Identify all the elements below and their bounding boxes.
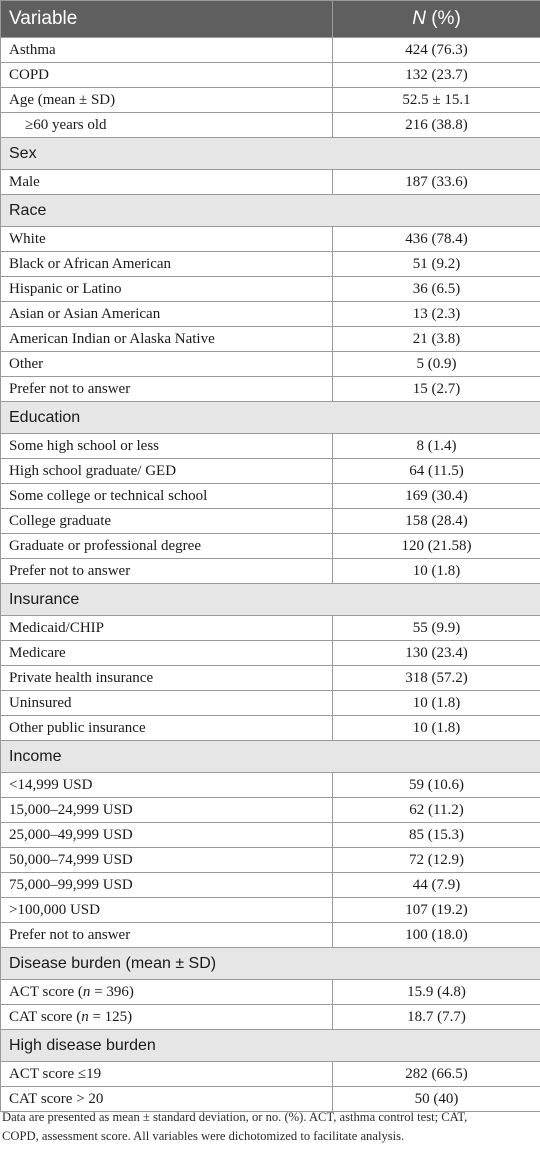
footnote-line-1: Data are presented as mean ± standard deviation, or no. (%). ACT, asthma control test; CAT, (2, 1110, 468, 1124)
table-row (1, 38, 540, 63)
section-header-row (1, 402, 540, 434)
row-value: 64 (11.5) (333, 459, 540, 484)
section-label: Insurance (1, 584, 540, 616)
table-row (1, 327, 540, 352)
table-row (1, 434, 540, 459)
table-row (1, 63, 540, 88)
table-row (1, 641, 540, 666)
row-label: Black or African American (1, 252, 333, 277)
section-header-row (1, 584, 540, 616)
row-value: 5 (0.9) (333, 352, 540, 377)
row-label: <14,999 USD (1, 773, 333, 798)
row-value: 436 (78.4) (333, 227, 540, 252)
table-footnote (0, 1108, 540, 1146)
row-value: 44 (7.9) (333, 873, 540, 898)
section-header-row (1, 195, 540, 227)
row-label: ≥60 years old (1, 113, 333, 138)
row-label: Prefer not to answer (1, 559, 333, 584)
header-n: N (412, 8, 426, 29)
row-value: 100 (18.0) (333, 923, 540, 948)
row-value: 107 (19.2) (333, 898, 540, 923)
row-value: 282 (66.5) (333, 1062, 540, 1087)
header-n-percent (333, 1, 540, 38)
table-row (1, 534, 540, 559)
row-value: 55 (9.9) (333, 616, 540, 641)
row-value: 8 (1.4) (333, 434, 540, 459)
row-label: COPD (1, 63, 333, 88)
header-variable: Variable (1, 1, 333, 38)
row-label: White (1, 227, 333, 252)
table-row (1, 559, 540, 584)
row-value: 10 (1.8) (333, 716, 540, 741)
table-row (1, 170, 540, 195)
table-row (1, 873, 540, 898)
table-header (1, 1, 540, 38)
row-value: 158 (28.4) (333, 509, 540, 534)
row-label: CAT score > 20 (1, 1087, 333, 1112)
row-label: Some college or technical school (1, 484, 333, 509)
row-label: Graduate or professional degree (1, 534, 333, 559)
row-value: 62 (11.2) (333, 798, 540, 823)
row-value: 85 (15.3) (333, 823, 540, 848)
table-row (1, 980, 540, 1005)
row-label: Hispanic or Latino (1, 277, 333, 302)
table-row (1, 113, 540, 138)
section-label: High disease burden (1, 1030, 540, 1062)
row-label: College graduate (1, 509, 333, 534)
table-row (1, 484, 540, 509)
section-header-row (1, 948, 540, 980)
row-value: 18.7 (7.7) (333, 1005, 540, 1030)
table-row (1, 1062, 540, 1087)
section-label: Race (1, 195, 540, 227)
row-label: >100,000 USD (1, 898, 333, 923)
table-row (1, 377, 540, 402)
row-label: ACT score (n = 396) (1, 980, 333, 1005)
row-value: 120 (21.58) (333, 534, 540, 559)
section-label: Income (1, 741, 540, 773)
section-label: Education (1, 402, 540, 434)
row-label: Medicaid/CHIP (1, 616, 333, 641)
row-value: 130 (23.4) (333, 641, 540, 666)
row-label: Prefer not to answer (1, 377, 333, 402)
row-value: 132 (23.7) (333, 63, 540, 88)
row-value: 51 (9.2) (333, 252, 540, 277)
row-label: Medicare (1, 641, 333, 666)
row-value: 13 (2.3) (333, 302, 540, 327)
row-value: 36 (6.5) (333, 277, 540, 302)
table-body (1, 38, 540, 1112)
row-label: Some high school or less (1, 434, 333, 459)
section-label: Sex (1, 138, 540, 170)
row-label: Prefer not to answer (1, 923, 333, 948)
row-label: Uninsured (1, 691, 333, 716)
table-row (1, 823, 540, 848)
row-label: Age (mean ± SD) (1, 88, 333, 113)
row-label: 50,000–74,999 USD (1, 848, 333, 873)
table-row (1, 509, 540, 534)
table-row (1, 716, 540, 741)
row-label: Asian or Asian American (1, 302, 333, 327)
row-value: 10 (1.8) (333, 559, 540, 584)
table-row (1, 923, 540, 948)
table-row (1, 277, 540, 302)
row-value: 318 (57.2) (333, 666, 540, 691)
row-label: American Indian or Alaska Native (1, 327, 333, 352)
row-value: 216 (38.8) (333, 113, 540, 138)
row-value: 52.5 ± 15.1 (333, 88, 540, 113)
row-label: 75,000–99,999 USD (1, 873, 333, 898)
table-row (1, 302, 540, 327)
table-row (1, 798, 540, 823)
section-label: Disease burden (mean ± SD) (1, 948, 540, 980)
table-row (1, 773, 540, 798)
row-label: High school graduate/ GED (1, 459, 333, 484)
table-row (1, 352, 540, 377)
row-label: Asthma (1, 38, 333, 63)
row-label: 25,000–49,999 USD (1, 823, 333, 848)
section-header-row (1, 1030, 540, 1062)
table-row (1, 88, 540, 113)
row-value: 21 (3.8) (333, 327, 540, 352)
table-row (1, 666, 540, 691)
row-label: Private health insurance (1, 666, 333, 691)
footnote-line-2: COPD, assessment score. All variables were dichotomized to facilitate analysis. (2, 1129, 405, 1143)
row-label: Other public insurance (1, 716, 333, 741)
row-label: Other (1, 352, 333, 377)
section-header-row (1, 138, 540, 170)
row-value: 10 (1.8) (333, 691, 540, 716)
row-value: 59 (10.6) (333, 773, 540, 798)
row-label: ACT score ≤19 (1, 1062, 333, 1087)
row-label: Male (1, 170, 333, 195)
row-label: CAT score (n = 125) (1, 1005, 333, 1030)
table-row (1, 252, 540, 277)
table-row (1, 691, 540, 716)
table-row (1, 616, 540, 641)
table-row (1, 227, 540, 252)
row-value: 169 (30.4) (333, 484, 540, 509)
row-value: 424 (76.3) (333, 38, 540, 63)
table-row (1, 848, 540, 873)
header-percent: (%) (431, 8, 461, 29)
row-value: 15.9 (4.8) (333, 980, 540, 1005)
row-label: 15,000–24,999 USD (1, 798, 333, 823)
table-row (1, 459, 540, 484)
row-value: 187 (33.6) (333, 170, 540, 195)
row-value: 50 (40) (333, 1087, 540, 1112)
table-row (1, 898, 540, 923)
table-row (1, 1005, 540, 1030)
section-header-row (1, 741, 540, 773)
row-value: 72 (12.9) (333, 848, 540, 873)
row-value: 15 (2.7) (333, 377, 540, 402)
